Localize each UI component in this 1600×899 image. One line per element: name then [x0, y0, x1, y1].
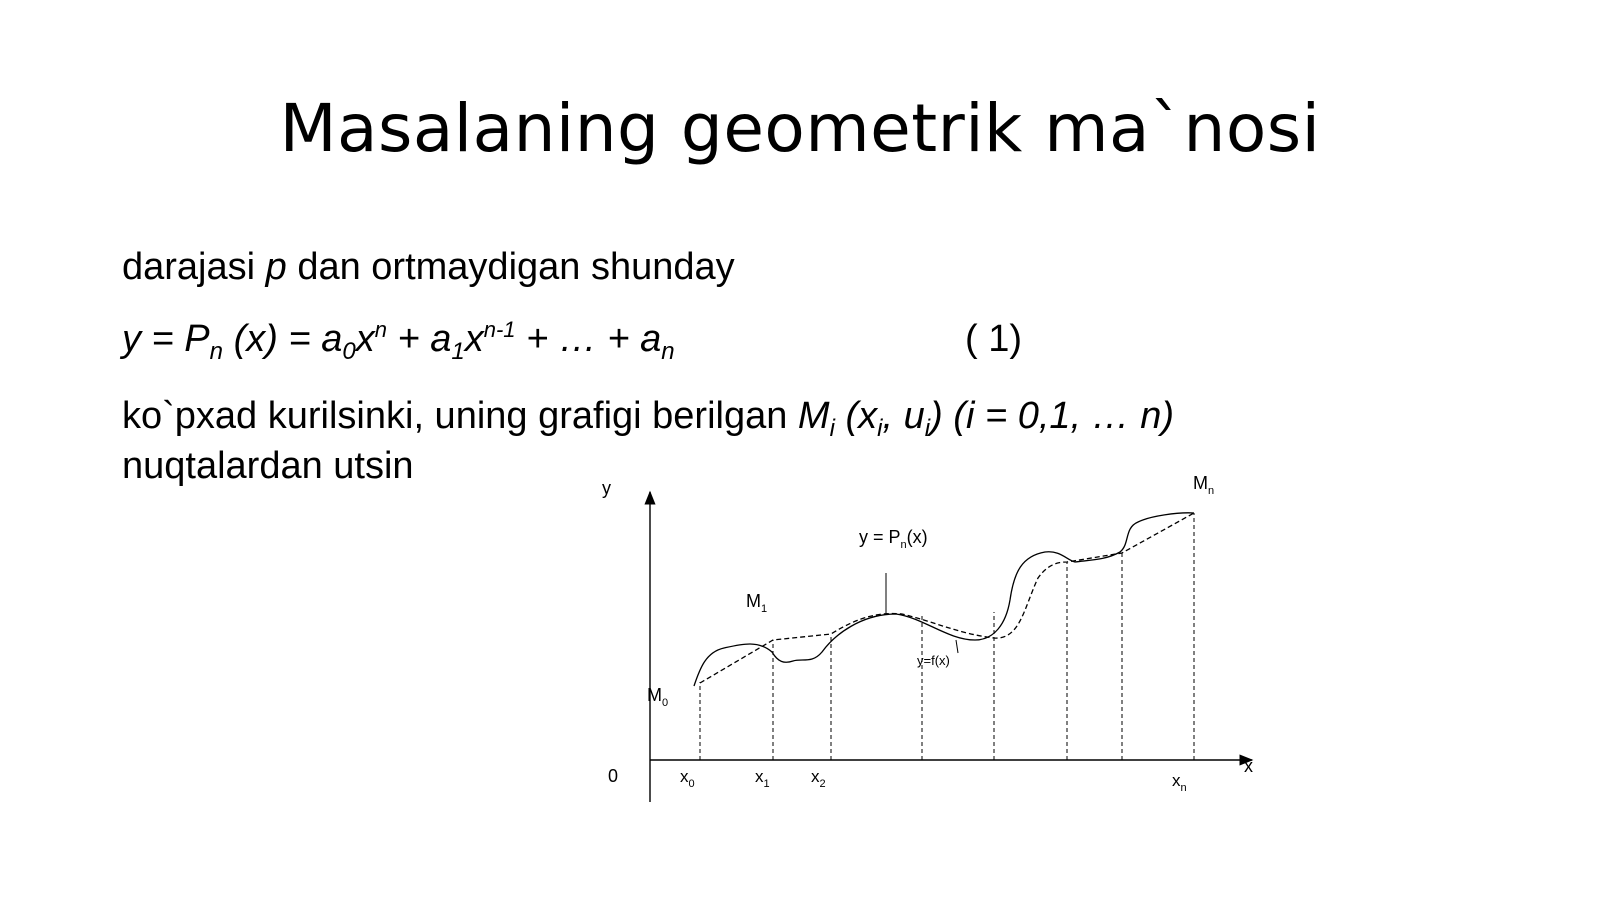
line3-range: (i = 0,1, … n)	[953, 395, 1174, 437]
f-pointer	[956, 640, 958, 653]
f-lhs-sub: n	[209, 338, 224, 365]
line3-M-sub: i	[829, 415, 835, 442]
line3-pre: ko`pxad kurilsinki, uning grafigi berilgan	[122, 395, 798, 437]
line3-comma: , u	[882, 395, 925, 437]
origin-label: 0	[608, 766, 619, 786]
point-M0-label: $M_0$	[647, 685, 669, 709]
tick-xn: $x_n$	[1172, 771, 1187, 794]
function-label: y=f(x)	[917, 653, 950, 668]
f-x1: x	[355, 318, 375, 360]
equation-number: ( 1)	[965, 318, 1022, 360]
f-an-sub: n	[661, 338, 675, 365]
tick-x0: $x_0$	[680, 767, 695, 790]
node-verticals	[700, 513, 1194, 760]
f-mid1: (x) = a	[223, 318, 343, 360]
line1-var: p	[265, 246, 287, 288]
f-plus1: + a	[386, 318, 452, 360]
tick-x2: $x_2$	[811, 767, 826, 790]
slide-title: Masalaning geometrik ma`nosi	[279, 90, 1321, 167]
text-line-points: nuqtalardan utsin	[122, 445, 414, 487]
f-x2: x	[464, 318, 484, 360]
x-axis-label: x	[1244, 756, 1253, 776]
line3-u-sub: i	[924, 415, 931, 442]
line3-close: )	[930, 395, 954, 437]
line3-x-sub: i	[877, 415, 883, 442]
f-lhs: y = P	[122, 318, 210, 360]
y-axis-label: y	[602, 478, 611, 498]
f-a1-sub: 1	[451, 338, 465, 365]
polynomial-label: $y = P_n(x)$	[859, 527, 928, 551]
line1-pre: darajasi	[122, 246, 266, 288]
f-a0-sub: 0	[342, 338, 356, 365]
tick-x1: $x_1$	[755, 767, 770, 790]
point-Mn-label: $M_n$	[1193, 473, 1215, 497]
point-M1-label: $M_1$	[746, 591, 768, 615]
f-tail: + … + a	[515, 318, 662, 360]
f-x2-sup: n-1	[483, 317, 516, 342]
line3-M: M	[797, 395, 830, 437]
f-x1-sup: n	[374, 317, 387, 342]
line3-open: (x	[834, 395, 878, 437]
line1-post: dan ortmaydigan shunday	[286, 246, 735, 288]
